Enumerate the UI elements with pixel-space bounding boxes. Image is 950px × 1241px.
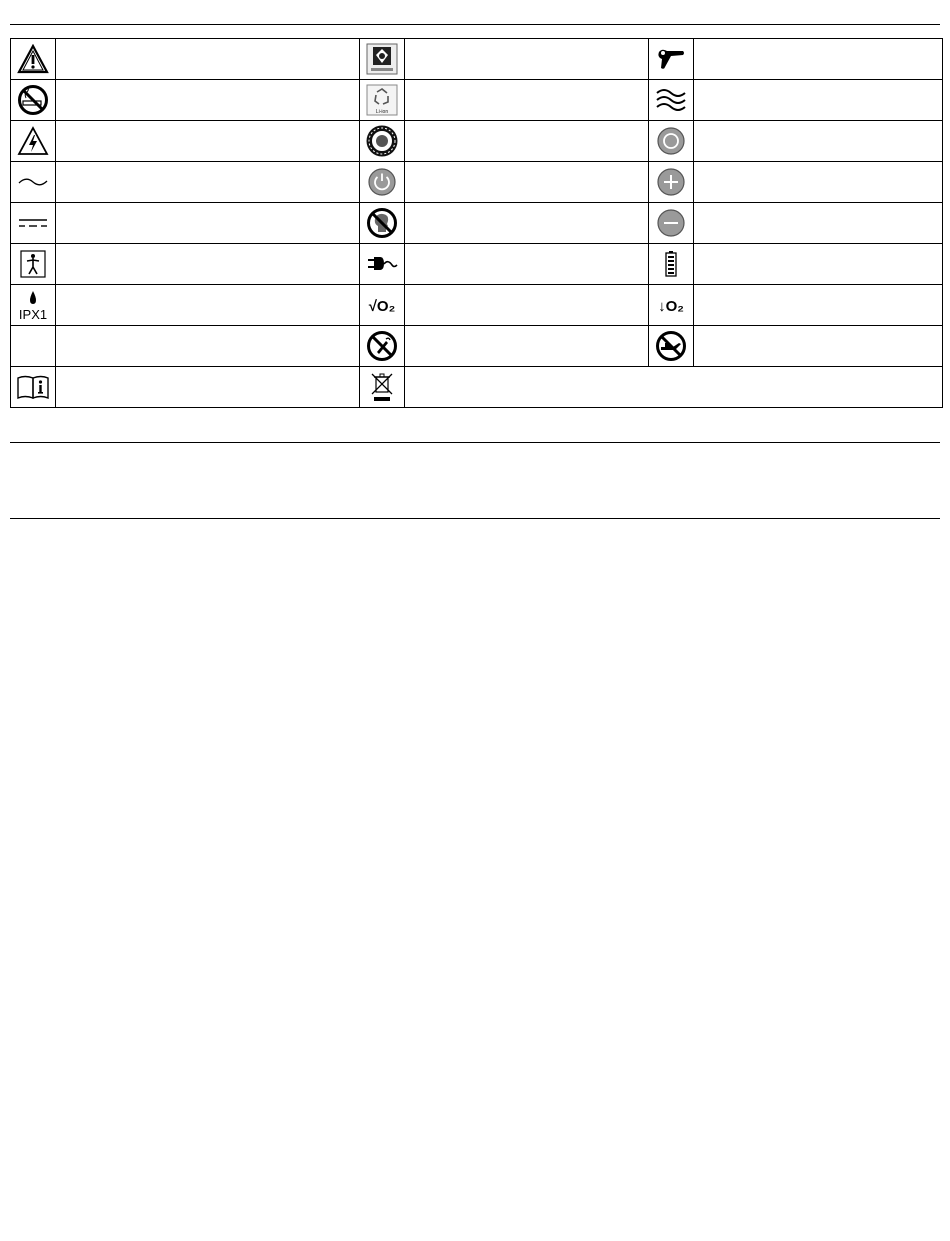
- table-row: [11, 367, 943, 408]
- low-oxygen-icon: [653, 295, 689, 315]
- cell-manual: [11, 367, 56, 408]
- desc-no-greasing: [405, 326, 649, 367]
- desc-ac: [56, 162, 360, 203]
- alternating-current-icon: [17, 174, 49, 190]
- cell-wrench: [649, 39, 694, 80]
- no-smoking-icon: [17, 84, 49, 116]
- power-button-icon: [367, 167, 397, 197]
- table-row: [11, 39, 943, 80]
- cell-battery-level: [649, 244, 694, 285]
- warning-triangle-icon: [17, 44, 49, 74]
- desc-weee: [405, 367, 943, 408]
- desc-no-flame-head: [405, 203, 649, 244]
- ipx1-drip-icon: [14, 288, 52, 322]
- battery-disposal-seal-icon: [365, 124, 399, 158]
- symbol-table: [10, 38, 943, 408]
- ipx1-text: IPX1: [18, 307, 48, 322]
- table-row: [11, 326, 943, 367]
- desc-battery-level: [694, 244, 943, 285]
- bottom-rule: [10, 518, 940, 519]
- cell-battery-seal: [360, 121, 405, 162]
- table-row: [11, 285, 943, 326]
- desc-ac-plug: [405, 244, 649, 285]
- desc-empty: [56, 326, 360, 367]
- table-row: [11, 121, 943, 162]
- desc-high-voltage: [56, 121, 360, 162]
- desc-standby: [694, 121, 943, 162]
- cell-standby: [649, 121, 694, 162]
- cell-ipx1: [11, 285, 56, 326]
- desc-china-rohs: [405, 39, 649, 80]
- cell-warning: [11, 39, 56, 80]
- cell-no-smoking: [11, 80, 56, 121]
- desc-dc: [56, 203, 360, 244]
- cell-weee: [360, 367, 405, 408]
- cell-type-bf: [11, 244, 56, 285]
- plus-button-icon: [656, 167, 686, 197]
- table-row: [11, 162, 943, 203]
- top-rule: [10, 24, 940, 25]
- china-rohs-icon: [366, 43, 398, 75]
- standby-button-icon: [656, 126, 686, 156]
- middle-rule: [10, 442, 940, 443]
- high-voltage-icon: [17, 126, 49, 156]
- li-ion-recycle-icon: [366, 84, 398, 116]
- cell-o2-low: [649, 285, 694, 326]
- no-open-flame-head-icon: [366, 207, 398, 239]
- table-row: [11, 244, 943, 285]
- battery-level-icon: [664, 250, 678, 278]
- oxygen-ok-icon: [364, 295, 400, 315]
- desc-minus: [694, 203, 943, 244]
- type-bf-applied-part-icon: [19, 249, 47, 279]
- desc-no-oil: [694, 326, 943, 367]
- desc-humidity: [694, 80, 943, 121]
- cell-china-rohs: [360, 39, 405, 80]
- desc-manual: [56, 367, 360, 408]
- desc-battery-seal: [405, 121, 649, 162]
- li-ion-text: Li-ion: [375, 109, 389, 115]
- cell-plus: [649, 162, 694, 203]
- cell-dc: [11, 203, 56, 244]
- desc-power: [405, 162, 649, 203]
- cell-ac: [11, 162, 56, 203]
- desc-warning: [56, 39, 360, 80]
- consult-manual-icon: [16, 374, 50, 400]
- weee-bin-icon: [369, 371, 395, 403]
- desc-o2-ok: [405, 285, 649, 326]
- table-row: [11, 80, 943, 121]
- desc-type-bf: [56, 244, 360, 285]
- cell-no-greasing: [360, 326, 405, 367]
- ac-plug-icon: [366, 255, 398, 273]
- cell-no-flame-head: [360, 203, 405, 244]
- desc-o2-low: [694, 285, 943, 326]
- cell-minus: [649, 203, 694, 244]
- desc-plus: [694, 162, 943, 203]
- desc-wrench: [694, 39, 943, 80]
- desc-li-ion: [405, 80, 649, 121]
- table-row: [11, 203, 943, 244]
- cell-humidity: [649, 80, 694, 121]
- cell-empty: [11, 326, 56, 367]
- o2-low-text: ↓O₂: [658, 298, 684, 315]
- cell-o2-ok: [360, 285, 405, 326]
- no-greasing-icon: [366, 330, 398, 362]
- cell-ac-plug: [360, 244, 405, 285]
- no-oil-icon: [655, 330, 687, 362]
- o2-ok-text: √O₂: [368, 298, 396, 315]
- cell-no-oil: [649, 326, 694, 367]
- desc-no-smoking: [56, 80, 360, 121]
- cell-power: [360, 162, 405, 203]
- minus-button-icon: [656, 208, 686, 238]
- direct-current-icon: [17, 216, 49, 230]
- cell-high-voltage: [11, 121, 56, 162]
- wrench-icon: [656, 46, 686, 72]
- humidity-wave-icon: [655, 87, 687, 113]
- desc-ipx1: [56, 285, 360, 326]
- cell-li-ion: [360, 80, 405, 121]
